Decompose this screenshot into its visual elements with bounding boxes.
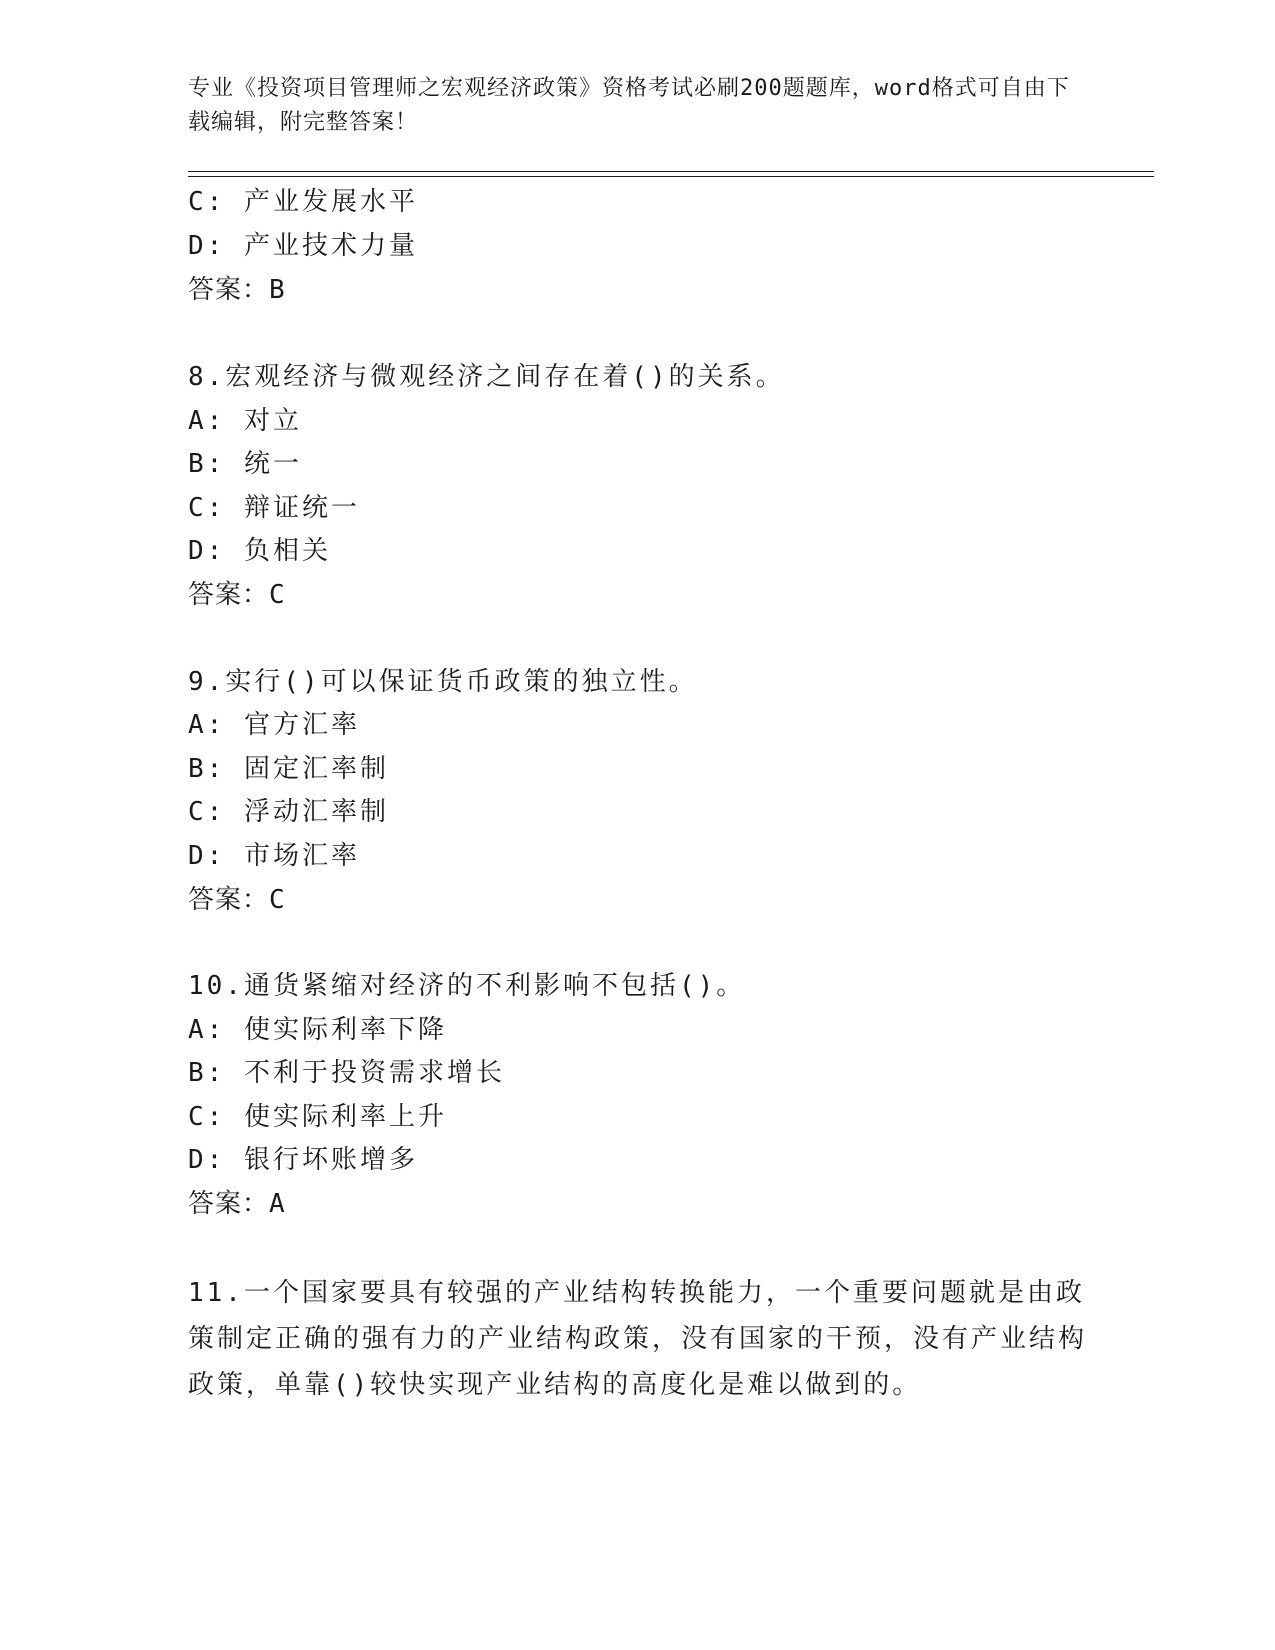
q7-option-d: D: 产业技术力量: [188, 231, 418, 261]
q11-question: 11.一个国家要具有较强的产业结构转换能力，一个重要问题就是由政策制定正确的强有力的产业结构政策，没有国家的干预，没有产业结构政策，单靠()较快实现产业结构的高度化是难以做到的。: [188, 1278, 1088, 1400]
q8-option-d: D: 负相关: [188, 536, 331, 566]
q10-question: 10.通货紧缩对经济的不利影响不包括()。: [188, 971, 746, 1001]
q8-option-b: B: 统一: [188, 449, 302, 479]
q7-answer: 答案：B: [188, 275, 286, 305]
q10-option-b: B: 不利于投资需求增长: [188, 1058, 505, 1088]
q10-option-c: C: 使实际利率上升: [188, 1102, 447, 1132]
document-header: 专业《投资项目管理师之宏观经济政策》资格考试必刷200题题库，word格式可自由下载编辑，附完整答案！: [188, 76, 1070, 135]
q9-option-c: C: 浮动汇率制: [188, 797, 389, 827]
q9-option-b: B: 固定汇率制: [188, 754, 389, 784]
q10-option-d: D: 银行坏账增多: [188, 1145, 418, 1175]
header-rule-bottom: [188, 176, 1154, 177]
q10-option-a: A: 使实际利率下降: [188, 1015, 447, 1045]
q9-option-a: A: 官方汇率: [188, 710, 360, 740]
q9-answer: 答案：C: [188, 885, 286, 915]
q9-question: 9.实行()可以保证货币政策的独立性。: [188, 667, 698, 697]
q8-question: 8.宏观经济与微观经济之间存在着()的关系。: [188, 362, 785, 392]
q8-option-c: C: 辩证统一: [188, 493, 360, 523]
q10-answer: 答案：A: [188, 1189, 286, 1219]
header-rule-top: [188, 171, 1154, 172]
q9-option-d: D: 市场汇率: [188, 841, 360, 871]
q8-answer: 答案：C: [188, 580, 286, 610]
q7-option-c: C: 产业发展水平: [188, 187, 418, 217]
q8-option-a: A: 对立: [188, 406, 302, 436]
